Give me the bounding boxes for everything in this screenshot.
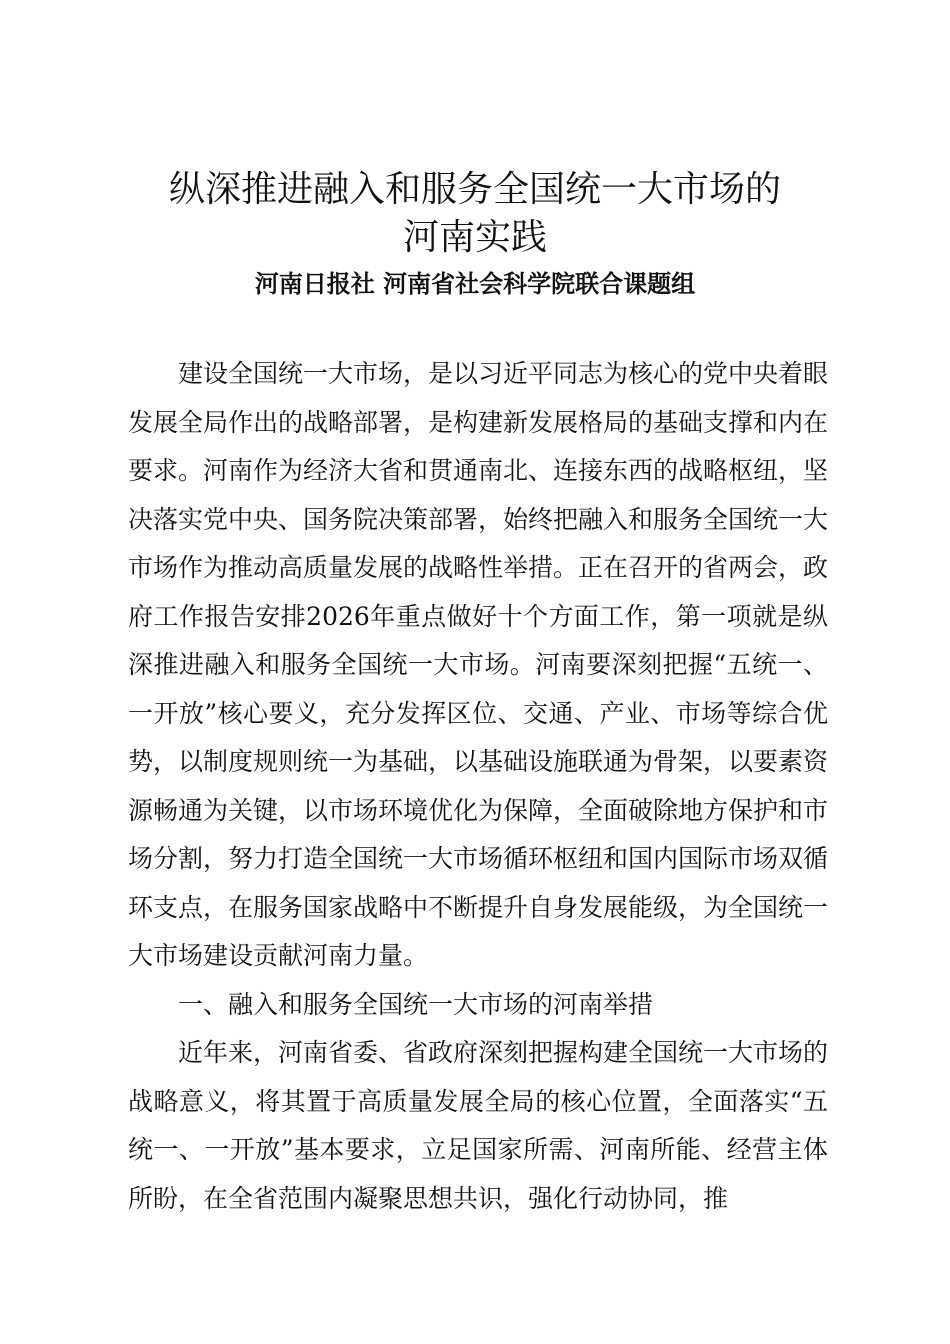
article-byline: 河南日报社 河南省社会科学院联合课题组 xyxy=(254,269,696,298)
section-heading: 一、融入和服务全国统一大市场的河南举措 xyxy=(178,989,654,1019)
article-title-line-2: 河南实践 xyxy=(402,217,547,258)
article-body xyxy=(128,350,828,1223)
article-title-line-1: 纵深推进融入和服务全国统一大市场的 xyxy=(168,169,781,210)
section-paragraph: 近年来，河南省委、省政府深刻把握构建全国统一大市场的战略意义，将其置于高质量发展全局的核心位置，全面落实“五统一、一开放”基本要求，立足国家所需、河南所能、经营主体所盼，在全省范围内凝聚思想共识，强化行动协同，推 xyxy=(128,1038,829,1213)
intro-paragraph: 建设全国统一大市场，是以习近平同志为核心的党中央着眼发展全局作出的战略部署，是构建新发展格局的基础支撑和内在要求。河南作为经济大省和贯通南北、连接东西的战略枢纽，坚决落实党中央、国务院决策部署，始终把融入和服务全国统一大市场作为推动高质量发展的战略性举措。正在召开的省两会，政府工作报告安排2026年重点做好十个方面工作，第一项就是纵深推进融入和服务全国统一大市场。河南要深刻把握“五统一、一开放”核心要义，充分发挥区位、交通、产业、市场等综合优势，以制度规则统一为基础，以基础设施联通为骨架，以要素资源畅通为关键，以市场环境优化为保障，全面破除地方保护和市场分割，努力打造全国统一大市场循环枢纽和国内国际市场双循环支点，在服务国家战略中不断提升自身发展能级，为全国统一大市场建设贡献河南力量。 xyxy=(128,359,829,970)
